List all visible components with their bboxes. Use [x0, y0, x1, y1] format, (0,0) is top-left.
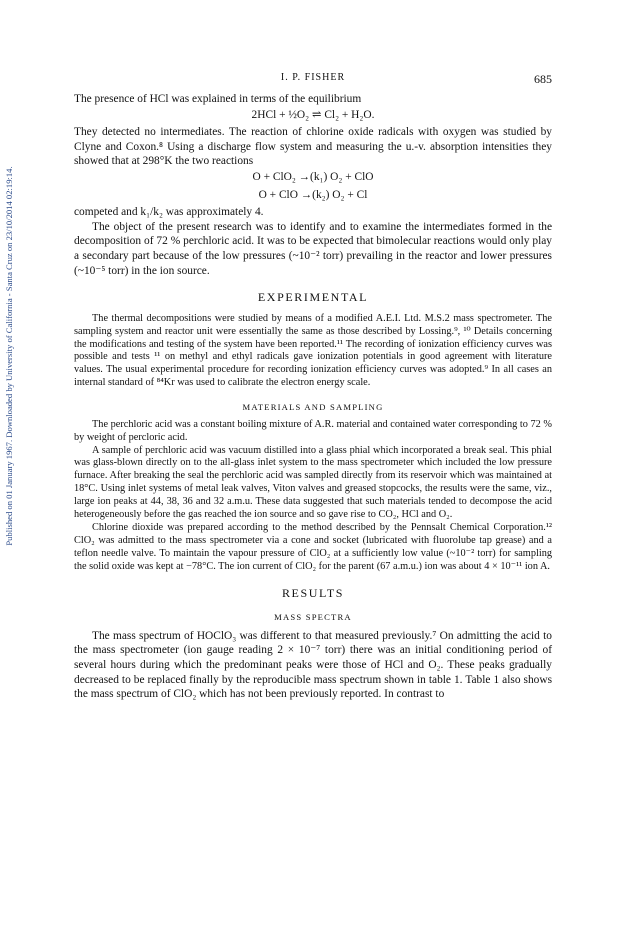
paragraph: The presence of HCl was explained in terms of the equilibrium	[74, 93, 362, 105]
publication-sidebar	[2, 96, 16, 616]
paragraph: competed and k₁/k₂ was approximately 4.	[74, 206, 264, 219]
paragraph: A sample of perchloric acid was vacuum distilled into a glass phial which incorporated a break seal. This phial was glass-blown directly on to the all-glass inlet system to the mass spectrometer which included the low pressure furnace. After breaking the seal the perchloric acid was sampled directly from its reservoir which was maintained at 18°C. Using inlet systems of metal leak valves, Viton valves and greased stopcocks, the results were the same, viz., large ion peaks at 44, 38, 36 and 32 a.m.u. These data suggested that such materials tended to decompose the acid heterogeneously before the gas reached the ion source and so gave rise to CO₂, HCl and O₂.	[74, 444, 552, 521]
page-number: 685	[534, 72, 552, 86]
paragraph: The object of the present research was to identify and to examine the intermediates formed in the decomposition of 72 % perchloric acid. It was to be expected that bimolecular reactions would only play a secondary part because of the low pressures (~10⁻² torr) prevailing in the reactor and lower pressures (~10⁻⁵ torr) in the ion source.	[74, 220, 552, 277]
sidebar-text: Published on 01 January 1967. Downloaded by University of California - Santa Cruz on 23/10/2014 02:19:14.	[4, 166, 14, 546]
section-heading: EXPERIMENTAL	[257, 290, 369, 305]
running-head: I. P. FISHER	[280, 72, 346, 83]
section-heading: RESULTS	[281, 585, 345, 600]
article-body	[74, 92, 552, 702]
equation: O + ClO →(k₂) O₂ + Cl	[258, 188, 368, 201]
paragraph: The thermal decompositions were studied by means of a modified A.E.I. Ltd. M.S.2 mass spectrometer. The sampling system and reactor unit were essentially the same as those described by Lossing.⁹, ¹⁰ Details concerning the modifications and testing of the system have been reported.¹¹ The recording of ionization efficiency curves was possible and tests ¹¹ on methyl and ethyl radicals gave ionization potentials in good agreement with literature values. The usual experimental procedure for recording ionization efficiency curves was adopted.⁹ In all cases an internal standard of ⁸⁴Kr was used to calibrate the electron energy scale.	[74, 312, 552, 389]
paragraph: Chlorine dioxide was prepared according to the method described by the Pennsalt Chemical Corporation.¹² ClO₂ was admitted to the mass spectrometer via a cone and socket (lubricated with fluorolube tap grease) and a teflon needle valve. To maintain the vapour pressure of ClO₂ at a sufficiently low value (~10⁻² torr) for sampling the solid oxide was kept at −78°C. The ion current of ClO₂ for the parent (67 a.m.u.) ion was about 4 × 10⁻¹¹ ion A.	[74, 522, 552, 572]
paragraph: The mass spectrum of HOClO₃ was different to that measured previously.⁷ On admitting the acid to the mass spectrometer (ion gauge reading 2 × 10⁻⁷ torr) there was an initial conditioning period of several hours during which the predominant peaks were those of HCl and O₂. These peaks gradually decreased to be replaced finally by the reproducible mass spectrum shown in table 1. Table 1 also shows the mass spectrum of ClO₂ which has not been previously reported. In contrast to	[74, 629, 552, 701]
paragraph: They detected no intermediates. The reaction of chlorine oxide radicals with oxygen was studied by Clyne and Coxon.⁸ Using a discharge flow system and measuring the u.-v. absorption intensities they showed that at 298°K the two reactions	[74, 126, 552, 168]
equation: O + ClO₂ →(k₁) O₂ + ClO	[252, 170, 374, 183]
page-header	[74, 72, 552, 86]
subsection-heading: MASS SPECTRA	[274, 612, 352, 623]
equation: 2HCl + ½O₂ ⇌ Cl₂ + H₂O.	[251, 108, 375, 121]
paragraph: The perchloric acid was a constant boiling mixture of A.R. material and contained water corresponding to 72 % by weight of percloric acid.	[74, 418, 552, 443]
subsection-heading: MATERIALS AND SAMPLING	[242, 402, 384, 413]
